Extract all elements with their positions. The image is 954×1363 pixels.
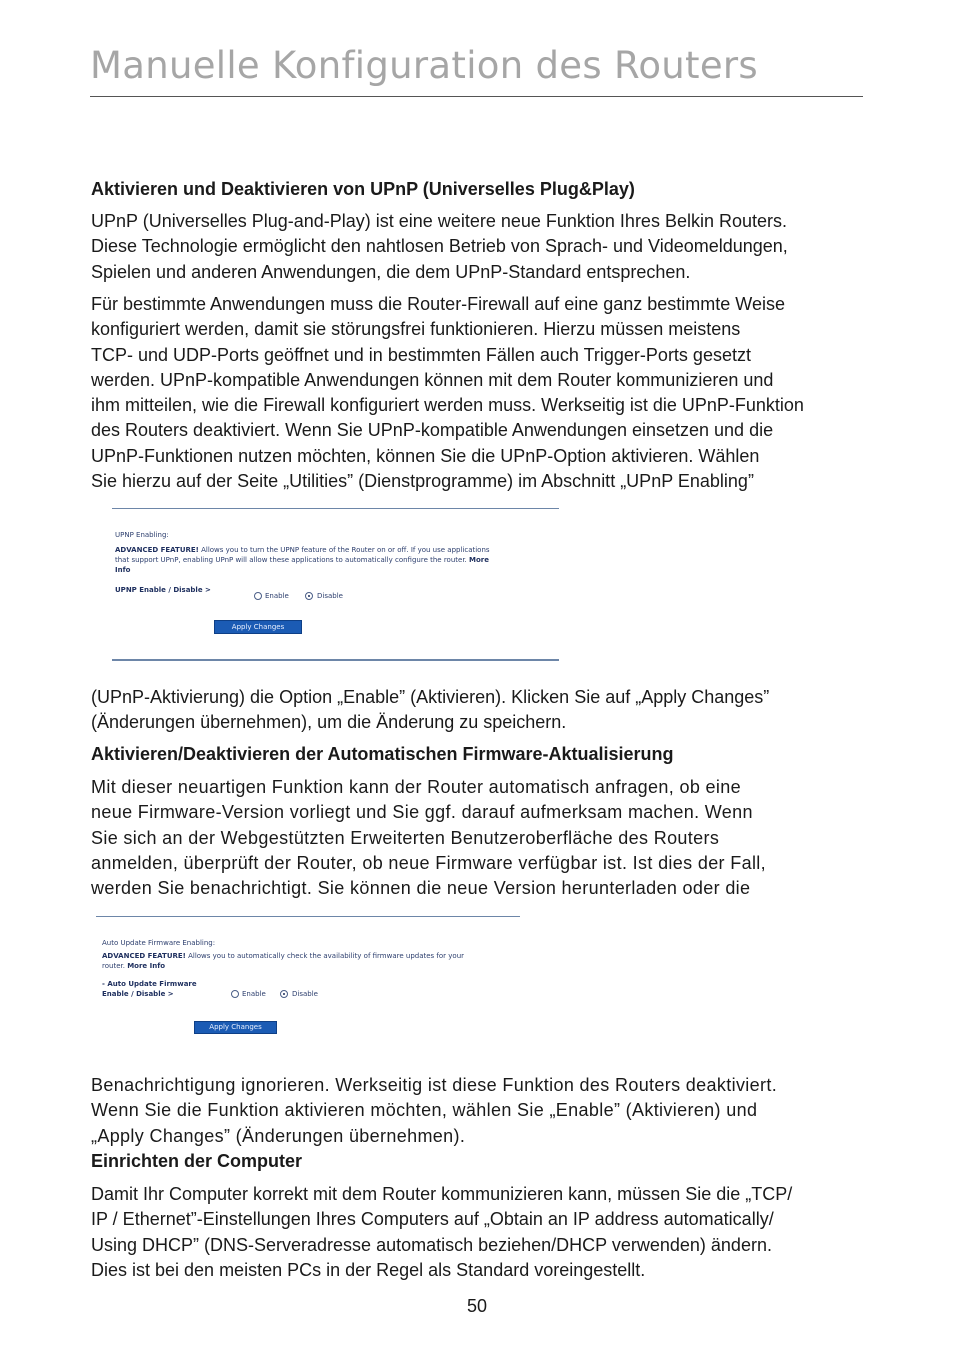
more-info-link[interactable]: More xyxy=(469,556,489,564)
text-line: UPnP-Funktionen nutzen möchten, können Sie die UPnP-Option aktivieren. Wählen xyxy=(91,445,760,466)
text-line: des Routers deaktiviert. Wenn Sie UPnP-kompatible Anwendungen einsetzen und die xyxy=(91,420,774,441)
more-info-link[interactable]: More Info xyxy=(127,962,166,970)
text-line: Mit dieser neuartigen Funktion kann der Router automatisch anfragen, ob eine xyxy=(91,777,741,797)
text-line: Spielen und anderen Anwendungen, die dem UPnP-Standard entsprechen. xyxy=(91,261,691,282)
paragraph-computer-setup xyxy=(91,1182,792,1283)
text-line: Diese Technologie ermöglicht den nahtlosen Betrieb von Sprach- und Videomeldungen, xyxy=(91,236,788,257)
panel-bottom-rule xyxy=(112,659,559,661)
upnp-disable-radio[interactable] xyxy=(305,592,313,600)
advanced-feature-label: ADVANCED FEATURE! xyxy=(115,546,199,554)
paragraph-upnp-intro xyxy=(91,209,788,285)
text-line: Für bestimmte Anwendungen muss die Router-Firewall auf eine ganz bestimmte Weise xyxy=(91,294,785,314)
panel-top-rule xyxy=(112,508,559,509)
text-line: Dies ist bei den meisten PCs in der Regel als Standard voreingestellt. xyxy=(91,1259,646,1280)
page-number: 50 xyxy=(466,1296,488,1316)
text-line: Damit Ihr Computer korrekt mit dem Router kommunizieren kann, müssen Sie die „TCP/ xyxy=(91,1184,793,1204)
advanced-feature-label: ADVANCED FEATURE! xyxy=(102,952,186,960)
panel-description xyxy=(102,952,464,960)
text-line: „Apply Changes” (Änderungen übernehmen). xyxy=(91,1125,466,1146)
upnp-enable-label: Enable xyxy=(265,592,289,600)
text-line: neue Firmware-Version vorliegt und Sie ggf. darauf aufmerksam machen. Wenn xyxy=(91,802,753,823)
text-line: Using DHCP” (DNS-Serveradresse automatisch beziehen/DHCP verwenden) ändern. xyxy=(91,1234,772,1255)
panel-description-2 xyxy=(115,556,489,564)
text-line: (Änderungen übernehmen), um die Änderung zu speichern. xyxy=(91,712,567,733)
upnp-enable-radio[interactable] xyxy=(254,592,262,600)
section-heading-upnp: Aktivieren und Deaktivieren von UPnP (Universelles Plug&Play) xyxy=(91,179,635,199)
panel-top-rule xyxy=(96,916,520,917)
description-text: Allows you to automatically check the availability of firmware updates for your xyxy=(185,952,465,960)
title-divider xyxy=(90,96,863,97)
text-line: TCP- und UDP-Ports geöffnet und in bestimmten Fällen auch Trigger-Ports gesetzt xyxy=(91,344,751,365)
paragraph-firmware-instructions xyxy=(91,1073,777,1149)
firmware-enable-label: Enable xyxy=(242,990,266,998)
text-line: UPnP (Universelles Plug-and-Play) ist eine weitere neue Funktion Ihres Belkin Routers. xyxy=(91,211,787,231)
firmware-field-label-2: Enable / Disable > xyxy=(102,990,174,998)
panel-description-2 xyxy=(102,962,165,970)
page-title: Manuelle Konfiguration des Routers xyxy=(90,44,758,87)
description-text: Allows you to turn the UPNP feature of the Router on or off. If you use applications xyxy=(198,546,490,554)
firmware-disable-radio[interactable] xyxy=(280,990,288,998)
section-heading-computers: Einrichten der Computer xyxy=(91,1151,303,1171)
panel-title: UPNP Enabling: xyxy=(115,531,169,539)
text-line: werden. UPnP-kompatible Anwendungen können mit dem Router kommunizieren und xyxy=(91,369,774,390)
paragraph-upnp-details xyxy=(91,292,804,494)
firmware-disable-label: Disable xyxy=(292,990,318,998)
text-line: Benachrichtigung ignorieren. Werkseitig ist diese Funktion des Routers deaktiviert. xyxy=(91,1075,778,1095)
text-line: anmelden, überprüft der Router, ob neue Firmware verfügbar ist. Ist dies der Fall, xyxy=(91,852,767,873)
paragraph-upnp-instructions xyxy=(91,685,769,736)
text-line: konfiguriert werden, damit sie störungsfrei funktionieren. Hierzu müssen meistens xyxy=(91,319,741,340)
description-text: that support UPnP, enabling UPnP will allow these applications to automatically configure the router. xyxy=(115,556,467,564)
upnp-disable-label: Disable xyxy=(317,592,343,600)
description-text: router. xyxy=(102,962,125,970)
firmware-apply-changes-button[interactable]: Apply Changes xyxy=(194,1021,277,1034)
section-heading-firmware: Aktivieren/Deaktivieren der Automatischen Firmware-Aktualisierung xyxy=(91,744,674,764)
paragraph-firmware-intro xyxy=(91,775,766,901)
upnp-field-label: UPNP Enable / Disable > xyxy=(115,586,211,594)
text-line: Sie hierzu auf der Seite „Utilities” (Dienstprogramme) im Abschnitt „UPnP Enabling” xyxy=(91,471,754,492)
text-line: werden Sie benachrichtigt. Sie können die neue Version herunterladen oder die xyxy=(91,878,751,899)
upnp-apply-changes-button[interactable]: Apply Changes xyxy=(214,620,302,634)
text-line: IP / Ethernet”-Einstellungen Ihres Computers auf „Obtain an IP address automatically/ xyxy=(91,1209,774,1230)
text-line: ihm mitteilen, wie die Firewall konfiguriert werden muss. Werkseitig ist die UPnP-Funktion xyxy=(91,395,804,416)
text-line: (UPnP-Aktivierung) die Option „Enable” (Aktivieren). Klicken Sie auf „Apply Changes” xyxy=(91,687,770,707)
firmware-field-label: - Auto Update Firmware xyxy=(102,980,197,988)
panel-description xyxy=(115,546,490,554)
text-line: Wenn Sie die Funktion aktivieren möchten, wählen Sie „Enable” (Aktivieren) und xyxy=(91,1100,758,1121)
panel-title: Auto Update Firmware Enabling: xyxy=(102,939,216,947)
text-line: Sie sich an der Webgestützten Erweiterten Benutzeroberfläche des Routers xyxy=(91,827,720,848)
more-info-link-continued[interactable]: Info xyxy=(115,566,131,574)
firmware-enable-radio[interactable] xyxy=(231,990,239,998)
